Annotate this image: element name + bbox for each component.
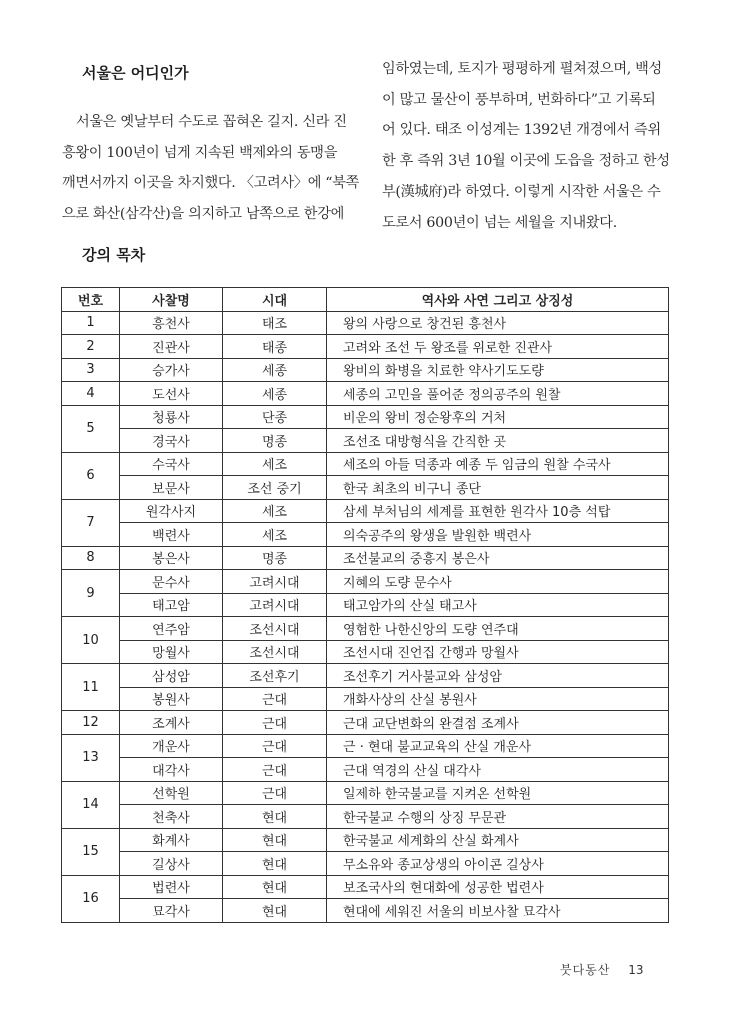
history-description: 한국불교 세계화의 산실 화계사 bbox=[327, 828, 669, 852]
table-row bbox=[62, 899, 669, 923]
history-description: 고려와 조선 두 왕조를 위로한 진관사 bbox=[327, 335, 669, 359]
era: 근대 bbox=[223, 711, 327, 735]
era: 명종 bbox=[223, 429, 327, 453]
body-line: 임하였는데, 토지가 평평하게 펼쳐졌으며, 백성 bbox=[382, 61, 662, 77]
table-row bbox=[62, 546, 669, 570]
temple-name: 개운사 bbox=[120, 734, 223, 758]
lecture-number: 15 bbox=[62, 828, 120, 875]
history-description: 삼세 부처님의 세계를 표현한 원각사 10층 석탑 bbox=[327, 499, 669, 523]
temple-name: 흥천사 bbox=[120, 311, 223, 335]
temple-name: 길상사 bbox=[120, 852, 223, 876]
history-description: 일제하 한국불교를 지켜온 선학원 bbox=[327, 781, 669, 805]
table-row bbox=[62, 617, 669, 641]
era: 조선시대 bbox=[223, 617, 327, 641]
lecture-number: 11 bbox=[62, 664, 120, 711]
temple-name: 화계사 bbox=[120, 828, 223, 852]
era: 현대 bbox=[223, 852, 327, 876]
body-line: 으로 화산(삼각산)을 의지하고 남쪽으로 한강에 bbox=[62, 206, 345, 223]
temple-name: 수국사 bbox=[120, 452, 223, 476]
body-line: 어 있다. 태조 이성계는 1392년 개경에서 즉위 bbox=[382, 122, 661, 139]
body-text-right bbox=[382, 54, 670, 238]
era: 조선시대 bbox=[223, 640, 327, 664]
era: 명종 bbox=[223, 546, 327, 570]
history-description: 개화사상의 산실 봉원사 bbox=[327, 687, 669, 711]
era: 태조 bbox=[223, 311, 327, 335]
lecture-number: 12 bbox=[62, 711, 120, 735]
temple-name: 천축사 bbox=[120, 805, 223, 829]
lecture-number: 8 bbox=[62, 546, 120, 570]
era: 근대 bbox=[223, 758, 327, 782]
temple-name: 경국사 bbox=[120, 429, 223, 453]
toc-title: 강의 목차 bbox=[82, 246, 146, 264]
history-description: 현대에 세워진 서울의 비보사찰 묘각사 bbox=[327, 899, 669, 923]
temple-name: 승가사 bbox=[120, 358, 223, 382]
history-description: 조선시대 진언집 간행과 망월사 bbox=[327, 640, 669, 664]
era: 세종 bbox=[223, 382, 327, 406]
temple-name: 삼성암 bbox=[120, 664, 223, 688]
temple-name: 망월사 bbox=[120, 640, 223, 664]
era: 단종 bbox=[223, 405, 327, 429]
era: 고려시대 bbox=[223, 570, 327, 594]
era: 현대 bbox=[223, 828, 327, 852]
toc-table bbox=[61, 287, 669, 923]
era: 근대 bbox=[223, 734, 327, 758]
table-row bbox=[62, 781, 669, 805]
section-title: 서울은 어디인가 bbox=[82, 64, 189, 82]
history-description: 근대 교단변화의 완결점 조계사 bbox=[327, 711, 669, 735]
body-line: 도로서 600년이 넘는 세월을 지내왔다. bbox=[382, 214, 617, 231]
header-temple: 사찰명 bbox=[120, 288, 223, 312]
temple-name: 묘각사 bbox=[120, 899, 223, 923]
era: 세조 bbox=[223, 452, 327, 476]
era: 세조 bbox=[223, 523, 327, 547]
history-description: 한국불교 수행의 상징 무문관 bbox=[327, 805, 669, 829]
history-description: 한국 최초의 비구니 종단 bbox=[327, 476, 669, 500]
temple-name: 도선사 bbox=[120, 382, 223, 406]
table-row bbox=[62, 382, 669, 406]
history-description: 태고암가의 산실 태고사 bbox=[327, 593, 669, 617]
temple-name: 보문사 bbox=[120, 476, 223, 500]
table-row bbox=[62, 593, 669, 617]
history-description: 세조의 아들 덕종과 예종 두 임금의 원찰 수국사 bbox=[327, 452, 669, 476]
table-row bbox=[62, 758, 669, 782]
temple-name: 조계사 bbox=[120, 711, 223, 735]
history-description: 조선후기 거사불교와 삼성암 bbox=[327, 664, 669, 688]
table-row bbox=[62, 311, 669, 335]
body-line: 흥왕이 100년이 넘게 지속된 백제와의 동맹을 bbox=[62, 144, 338, 161]
era: 조선 중기 bbox=[223, 476, 327, 500]
lecture-number: 16 bbox=[62, 875, 120, 922]
temple-name: 진관사 bbox=[120, 335, 223, 359]
toc-table-body bbox=[62, 311, 669, 922]
temple-name: 법련사 bbox=[120, 875, 223, 899]
table-row bbox=[62, 640, 669, 664]
body-line: 깨면서까지 이곳을 차지했다. 〈고려사〉에 “북쪽 bbox=[62, 175, 360, 192]
table-row bbox=[62, 429, 669, 453]
history-description: 조선불교의 중흥지 봉은사 bbox=[327, 546, 669, 570]
history-description: 의숙공주의 왕생을 발원한 백련사 bbox=[327, 523, 669, 547]
era: 세종 bbox=[223, 358, 327, 382]
history-description: 근대 역경의 산실 대각사 bbox=[327, 758, 669, 782]
temple-name: 백련사 bbox=[120, 523, 223, 547]
lecture-number: 9 bbox=[62, 570, 120, 617]
table-header-row bbox=[62, 288, 669, 312]
history-description: 근 · 현대 불교교육의 산실 개운사 bbox=[327, 734, 669, 758]
lecture-number: 6 bbox=[62, 452, 120, 499]
temple-name: 대각사 bbox=[120, 758, 223, 782]
table-row bbox=[62, 711, 669, 735]
history-description: 보조국사의 현대화에 성공한 법련사 bbox=[327, 875, 669, 899]
lecture-number: 7 bbox=[62, 499, 120, 546]
history-description: 영험한 나한신앙의 도량 연주대 bbox=[327, 617, 669, 641]
table-row bbox=[62, 335, 669, 359]
temple-name: 봉원사 bbox=[120, 687, 223, 711]
lecture-number: 2 bbox=[62, 335, 120, 359]
table-row bbox=[62, 570, 669, 594]
footer-brand: 붓다동산 bbox=[560, 963, 611, 977]
table-row bbox=[62, 476, 669, 500]
temple-name: 청룡사 bbox=[120, 405, 223, 429]
temple-name: 태고암 bbox=[120, 593, 223, 617]
lecture-number: 5 bbox=[62, 405, 120, 452]
temple-name: 문수사 bbox=[120, 570, 223, 594]
temple-name: 선학원 bbox=[120, 781, 223, 805]
history-description: 왕비의 화병을 치료한 약사기도도량 bbox=[327, 358, 669, 382]
header-era: 시대 bbox=[223, 288, 327, 312]
table-row bbox=[62, 805, 669, 829]
page-footer bbox=[560, 961, 643, 978]
header-number: 번호 bbox=[62, 288, 120, 312]
history-description: 비운의 왕비 정순왕후의 거처 bbox=[327, 405, 669, 429]
table-row bbox=[62, 523, 669, 547]
temple-name: 봉은사 bbox=[120, 546, 223, 570]
era: 태종 bbox=[223, 335, 327, 359]
era: 고려시대 bbox=[223, 593, 327, 617]
table-row bbox=[62, 405, 669, 429]
history-description: 무소유와 종교상생의 아이콘 길상사 bbox=[327, 852, 669, 876]
era: 현대 bbox=[223, 805, 327, 829]
table-row bbox=[62, 828, 669, 852]
body-line: 부(漢城府)라 하였다. 이렇게 시작한 서울은 수 bbox=[382, 183, 661, 200]
body-text-left bbox=[62, 107, 360, 230]
temple-name: 연주암 bbox=[120, 617, 223, 641]
table-row bbox=[62, 499, 669, 523]
era: 현대 bbox=[223, 899, 327, 923]
body-line: 이 많고 물산이 풍부하며, 번화하다”고 기록되 bbox=[382, 91, 656, 108]
era: 조선후기 bbox=[223, 664, 327, 688]
page-number: 13 bbox=[628, 963, 644, 977]
era: 근대 bbox=[223, 781, 327, 805]
lecture-number: 10 bbox=[62, 617, 120, 664]
lecture-number: 14 bbox=[62, 781, 120, 828]
history-description: 세종의 고민을 풀어준 정의공주의 원찰 bbox=[327, 382, 669, 406]
lecture-number: 13 bbox=[62, 734, 120, 781]
era: 근대 bbox=[223, 687, 327, 711]
lecture-number: 4 bbox=[62, 382, 120, 406]
header-history: 역사와 사연 그리고 상징성 bbox=[327, 288, 669, 312]
era: 현대 bbox=[223, 875, 327, 899]
body-line: 한 후 즉위 3년 10월 이곳에 도읍을 정하고 한성 bbox=[382, 153, 670, 170]
table-row bbox=[62, 875, 669, 899]
lecture-number: 3 bbox=[62, 358, 120, 382]
history-description: 왕의 사랑으로 창건된 흥천사 bbox=[327, 311, 669, 335]
history-description: 지혜의 도량 문수사 bbox=[327, 570, 669, 594]
table-row bbox=[62, 852, 669, 876]
table-row bbox=[62, 452, 669, 476]
history-description: 조선조 대방형식을 간직한 곳 bbox=[327, 429, 669, 453]
body-line: 서울은 옛날부터 수도로 꼽혀온 길지. 신라 진 bbox=[76, 114, 347, 130]
era: 세조 bbox=[223, 499, 327, 523]
table-row bbox=[62, 687, 669, 711]
lecture-number: 1 bbox=[62, 311, 120, 335]
table-row bbox=[62, 358, 669, 382]
table-row bbox=[62, 734, 669, 758]
temple-name: 원각사지 bbox=[120, 499, 223, 523]
table-row bbox=[62, 664, 669, 688]
